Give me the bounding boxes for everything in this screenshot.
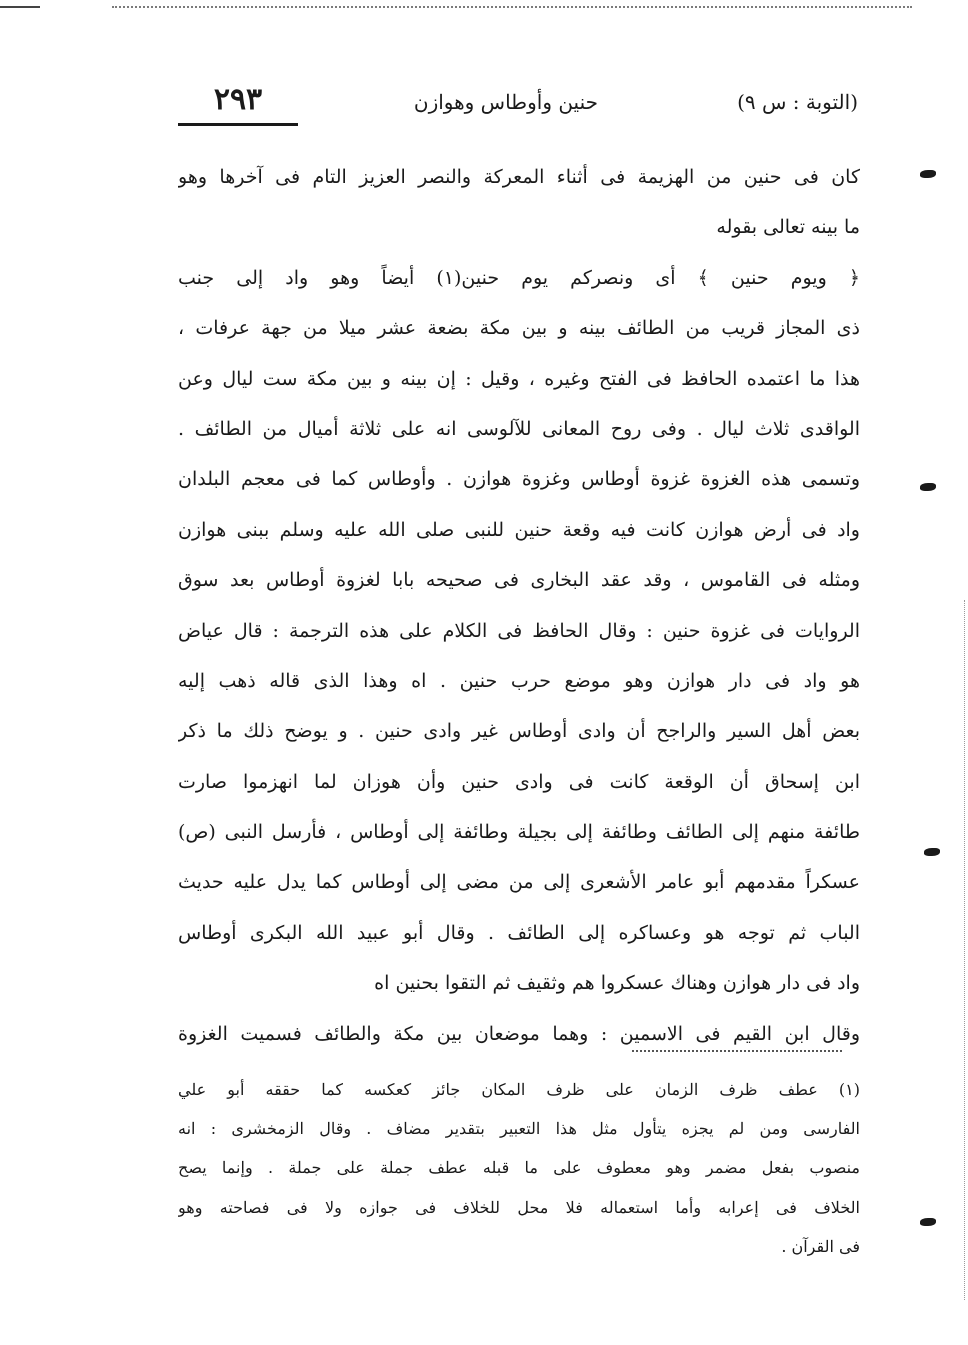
corner-scan-mark — [0, 6, 40, 8]
text-line: وقال ابن القيم فى الاسمين : وهما موضعان بين مكة والطائف فسميت الغزوة — [178, 1022, 860, 1045]
margin-mark — [920, 483, 936, 491]
footnote-separator — [632, 1050, 842, 1052]
margin-mark — [924, 848, 940, 856]
footnote-line: فى القرآن . — [781, 1236, 860, 1256]
page-header — [178, 78, 858, 134]
text-line: ابن إسحاق أن الوقعة كانت فى وادى حنين وأن هوزان لما انهزموا صارت — [178, 770, 860, 793]
main-text-block — [178, 152, 860, 1059]
text-line: الواقدى ثلاث ليال . وفى روح المعانى للآلوسى انه على ثلاثة أميال من الطائف . — [178, 417, 860, 440]
top-scan-rule — [112, 6, 912, 8]
text-line: هذا ما اعتمده الحافظ فى الفتح وغيره ، وقيل : إن بينه و بين مكة ست ليال وعن — [178, 367, 860, 390]
surah-reference: (التوبة : س ٩) — [737, 90, 858, 114]
text-line: ﴿ ويوم حنين ﴾ أى ونصركم يوم حنين(١) أيضاً وهو واد إلى جنب — [178, 266, 860, 289]
side-scan-rule — [964, 600, 965, 1300]
text-line: كان فى حنين من الهزيمة فى أثناء المعركة والنصر العزيز التام فى آخرها وهو — [178, 166, 860, 188]
running-title: حنين وأوطاس وهوازن — [413, 90, 598, 114]
footnote-line: الخلاف فى إعرابه وأما استعماله فلا محل للخلاف فى جوازه ولا فى فصاحته وهو — [178, 1197, 860, 1217]
text-line: ومثله فى القاموس ، وقد عقد البخارى فى صحيحه بابا لغزوة أوطاس بعد سوق — [178, 569, 860, 592]
text-line: واد فى دار هوازن وهناك عسكروا هم وثقيف ثم التقوا بحنين اه — [374, 972, 860, 995]
margin-mark — [920, 170, 936, 178]
text-line: وتسمى هذه الغزوة غزوة أوطاس وغزوة هوازن . وأوطاس كما فى معجم البلدان — [178, 468, 860, 491]
text-line: عسكراً مقدمهم أبو عامر الأشعرى إلى من مضى إلى أوطاس كما يدل عليه حديث — [178, 871, 860, 894]
text-line: الباب ثم توجه هو وعساكره إلى الطائف . وقال أبو عبيد الله البكرى أوطاس — [178, 921, 860, 944]
text-line: ما بينه تعالى بقوله — [716, 216, 860, 239]
text-line: ذى المجاز قريب من الطائف بينه و بين مكة بضعة عشر ميلا من جهة عرفات ، — [178, 317, 860, 340]
footnotes-block — [178, 1070, 860, 1266]
footnote-line: (١) عطف ظرف الزمان على ظرف المكان جائز كعكسه كما حققه أبو علي — [178, 1080, 860, 1099]
text-line: بعض أهل السير والراجح أن وادى أوطاس غير وادى حنين . و يوضح ذلك ما ذكر — [178, 720, 860, 743]
page-number: ٢٩٣ — [178, 82, 298, 126]
text-line: طائفة منهم إلى الطائف وطائفة إلى بجيلة وطائفة إلى أوطاس ، فأرسل النبى (ص) — [178, 821, 860, 844]
text-line: واد فى أرض هوازن كانت فيه وقعة حنين للنبى صلى الله عليه وسلم ببنى هوازن — [178, 518, 860, 541]
footnote-line: الفارسى ومن لم يجزه يتأول مثل هذا التعبير بتقدير مضاف . وقال الزمخشرى : انه — [178, 1119, 860, 1139]
text-line: الروايات فى غزوة حنين : وقال الحافظ فى الكلام على هذه الترجمة : قال عياض — [178, 619, 860, 642]
margin-mark — [920, 1218, 936, 1226]
footnote-line: منصوب بفعل مضمر وهو معطوف على ما قبله عطف جملة على جملة . وإنما يصح — [178, 1158, 860, 1178]
text-line: هو واد فى دار هوازن وهو موضع حرب حنين . اه وهذا الذى قاله ذهب إليه — [178, 669, 860, 692]
